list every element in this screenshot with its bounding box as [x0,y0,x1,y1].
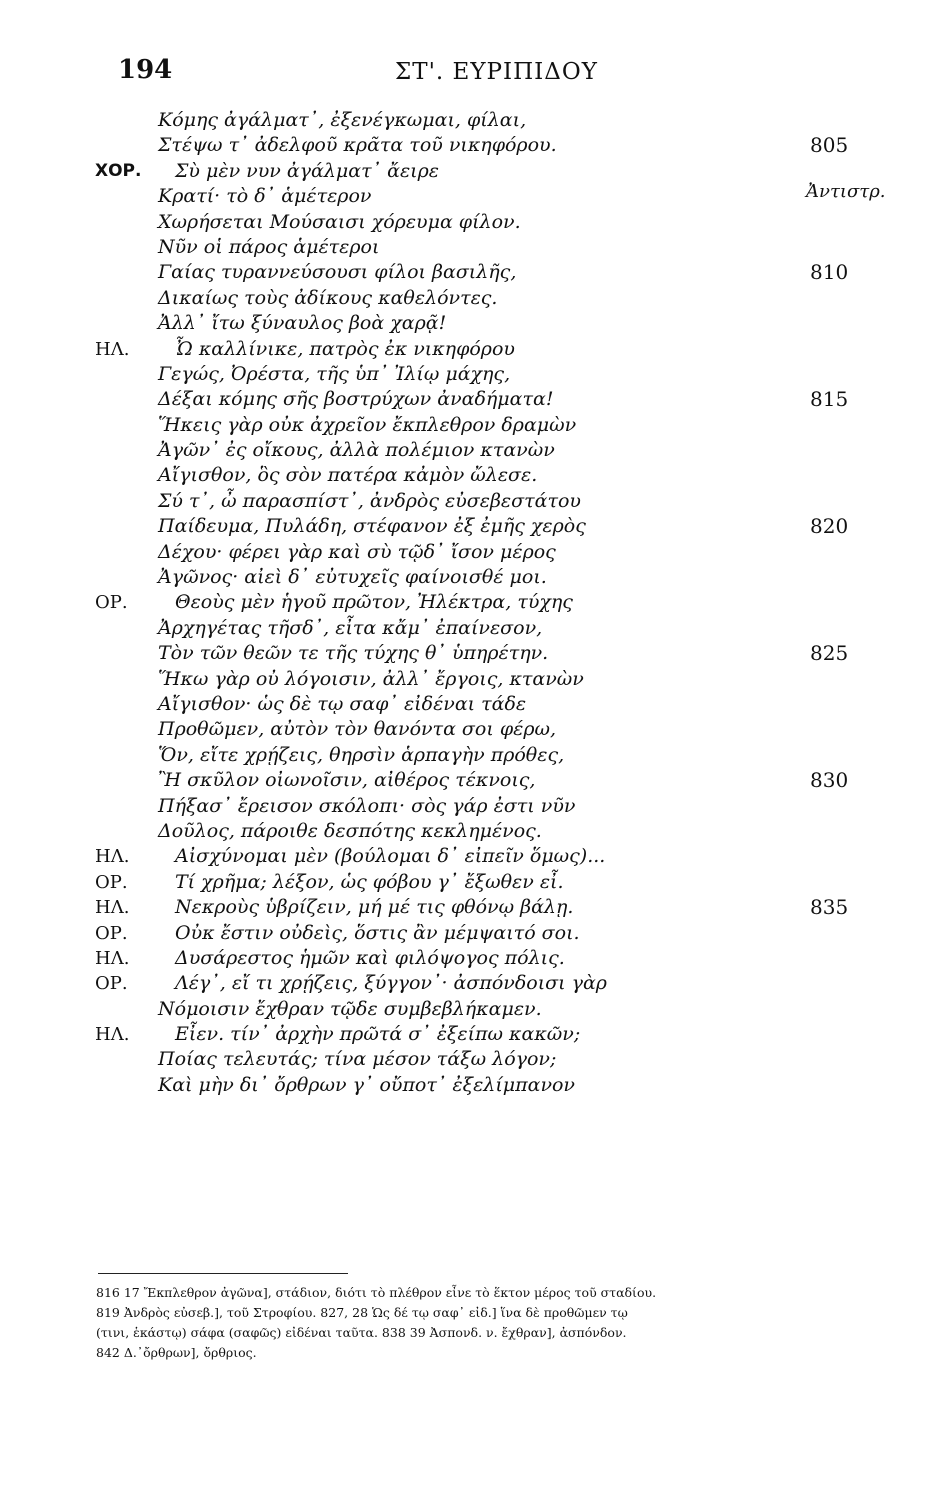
footnote-line: 842 Δ.᾽ὄρθρων], ὄρθριος. [96,1345,257,1360]
page-number: 194 [118,55,173,85]
verse-text: Χωρήσεται Μούσαισι χόρευμα φίλον. [158,210,521,233]
verse-text: Γαίας τυραννεύσουσι φίλοι βασιλῆς, [158,261,517,284]
verse-line [0,108,927,133]
speaker-label: ΧΟΡ. [95,160,142,181]
verse-line [0,565,927,590]
speaker-label: ΟΡ. [95,871,128,893]
verse-line [0,844,927,869]
verse-text: Δέχου· φέρει γὰρ καὶ σὺ τῷδ᾽ ἴσον μέρος [158,540,556,563]
verse-line [0,743,927,768]
speaker-label: ΟΡ. [95,922,128,944]
verse-text: Νῦν οἱ πάρος ἁμέτεροι [158,235,380,258]
verse-text: Σύ τ᾽, ὦ παρασπίστ᾽, ἀνδρὸς εὐσεβεστάτου [158,489,581,512]
verse-text: Αἴγισθον, ὃς σὸν πατέρα κἀμὸν ὤλεσε. [158,464,538,487]
verse-line [0,641,927,666]
verse-text: Νεκροὺς ὑβρίζειν, μή μέ τις φθόνῳ βάλῃ. [175,896,574,919]
verse-line [0,337,927,362]
verse-text: Στέψω τ᾽ ἀδελφοῦ κρᾶτα τοῦ νικηφόρου. [158,134,557,157]
footnote-line: 816 17 Ἔκπλεθρον ἀγῶνα], στάδιον, διότι τὸ πλέθρον εἶνε τὸ ἕκτον μέρος τοῦ σταδίου. [96,1285,657,1300]
verse-text: Αἴγισθον· ὡς δὲ τῳ σαφ᾽ εἰδέναι τάδε [158,692,527,715]
verse-line [0,819,927,844]
verse-line [0,184,927,209]
margin-note: Ἀντιστρ. [806,180,886,202]
verse-text: Παίδευμα, Πυλάδη, στέφανον ἐξ ἐμῆς χερὸς [158,515,586,538]
verse-line [0,489,927,514]
verse-line [0,286,927,311]
verse-text: Δοῦλος, πάροιθε δεσπότης κεκλημένος. [158,819,542,842]
verse-text: Οὐκ ἔστιν οὐδεὶς, ὅστις ἂν μέμψαιτό σοι. [175,921,580,944]
verse-line [0,692,927,717]
verse-text: Ἢ σκῦλον οἰωνοῖσιν, αἰθέρος τέκνοις, [158,769,536,792]
line-number: 820 [810,514,849,539]
verse-text: Τί χρῆμα; λέξον, ὡς φόβου γ᾽ ἔξωθεν εἶ. [175,870,564,893]
verse-line [0,616,927,641]
verse-line [0,311,927,336]
verse-line [0,717,927,742]
line-number: 805 [810,133,849,158]
verse-line [0,260,927,285]
footnote-line: (τινι, ἑκάστῳ) σάφα (σαφῶς) εἰδέναι ταῦτα. 838 39 Ἀσπονδ. ν. ἔχθραν], ἀσπόνδον. [96,1325,627,1340]
verse-line [0,997,927,1022]
speaker-label: ΗΛ. [95,897,130,919]
speaker-label: ΟΡ. [95,592,128,614]
speaker-label: ΗΛ. [95,947,130,969]
verse-line [0,667,927,692]
line-number: 835 [810,895,849,920]
verse-text: Εἶεν. τίν᾽ ἀρχὴν πρῶτά σ᾽ ἐξείπω κακῶν; [175,1023,581,1046]
verse-text: Πήξασ᾽ ἔρεισον σκόλοπι· σὸς γάρ ἐστι νῦν [158,794,576,817]
verse-line [0,438,927,463]
verse-text: Κόμης ἀγάλματ᾽, ἐξενέγκωμαι, φίλαι, [158,109,527,131]
verse-text: Κρατί· τὸ δ᾽ ἁμέτερον [158,185,372,208]
footnote-line: 819 Ἀνδρὸς εὐσεβ.], τοῦ Στροφίου. 827, 28 Ὡς δέ τῳ σαφ᾽ εἰδ.] ἵνα δὲ προθῶμεν τῳ [96,1305,628,1320]
verse-text: Ἀρχηγέτας τῆσδ᾽, εἶτα κἄμ᾽ ἐπαίνεσον, [158,616,543,639]
verse-line [0,514,927,539]
verse-line [0,235,927,260]
verse-line [0,387,927,412]
verse-line [0,895,927,920]
verse-line [0,768,927,793]
verse-text: Προθῶμεν, αὐτὸν τὸν θανόντα σοι φέρω, [158,718,557,741]
verse-text: Ἀγῶν᾽ ἐς οἴκους, ἀλλὰ πολέμιον κτανὼν [158,439,555,462]
verse-line [0,590,927,615]
line-number: 825 [810,641,849,666]
verse-text: Δυσάρεστος ἡμῶν καὶ φιλόψογος πόλις. [175,946,565,969]
verse-text: Ὅν, εἴτε χρῄζεις, θηρσὶν ἁρπαγὴν πρόθες, [158,743,565,766]
verse-line [0,463,927,488]
verse-line [0,210,927,235]
verse-line [0,540,927,565]
verse-line [0,870,927,895]
verse-line [0,1047,927,1072]
verse-text: Ἀγῶνος· αἰεὶ δ᾽ εὐτυχεῖς φαίνοισθέ μοι. [158,566,547,589]
verse-line [0,946,927,971]
verse-text: Ὦ καλλίνικε, πατρὸς ἐκ νικηφόρου [175,337,515,360]
verse-line [0,1022,927,1047]
verse-text: Σὺ μὲν νυν ἀγάλματ᾽ ἄειρε [175,159,439,182]
verse-text: Ἥκω γὰρ οὐ λόγοισιν, ἀλλ᾽ ἔργοις, κτανὼν [158,667,584,690]
speaker-label: ΗΛ. [95,338,130,360]
verse-line [0,921,927,946]
footnotes [96,1283,836,1363]
speaker-label: ΗΛ. [95,1024,130,1046]
verse-line [0,362,927,387]
verse-text: Ἀλλ᾽ ἴτω ξύναυλος βοὰ χαρᾷ! [158,312,447,335]
verse-text: Αἰσχύνομαι μὲν (βούλομαι δ᾽ εἰπεῖν ὅμως)... [175,845,606,868]
verse-text: Δικαίως τοὺς ἀδίκους καθελόντες. [158,286,498,309]
speaker-label: ΟΡ. [95,973,128,995]
verse-text: Καὶ μὴν δι᾽ ὄρθρων γ᾽ οὔποτ᾽ ἐξελίμπανον [158,1073,575,1096]
verse-text: Ποίας τελευτάς; τίνα μέσον τάξω λόγον; [158,1048,557,1071]
page-header [0,55,927,95]
verse-line [0,1073,927,1098]
verse-text: Δέξαι κόμης σῆς βοστρύχων ἀναδήματα! [158,388,554,411]
verse-text: Θεοὺς μὲν ἡγοῦ πρῶτον, Ἠλέκτρα, τύχης [175,591,573,614]
verse-line [0,794,927,819]
verse-line [0,133,927,158]
line-number: 810 [810,260,849,285]
verse-line [0,413,927,438]
verse-block [0,108,927,1098]
speaker-label: ΗΛ. [95,846,130,868]
line-number: 830 [810,768,849,793]
line-number: 815 [810,387,849,412]
verse-text: Τὸν τῶν θεῶν τε τῆς τύχης θ᾽ ὑπηρέτην. [158,642,549,665]
footnote-rule [98,1273,348,1274]
running-title: ΣΤ'. ΕΥΡΙΠΙΔΟΥ [395,59,598,85]
verse-text: Γεγώς, Ὀρέστα, τῆς ὑπ᾽ Ἰλίῳ μάχης, [158,362,511,385]
verse-text: Νόμοισιν ἔχθραν τῷδε συμβεβλήκαμεν. [158,997,542,1020]
verse-text: Λέγ᾽, εἴ τι χρῄζεις, ξύγγον᾽· ἀσπόνδοισι γὰρ [175,972,607,995]
verse-line [0,971,927,996]
verse-text: Ἥκεις γὰρ οὐκ ἀχρεῖον ἔκπλεθρον δραμὼν [158,413,577,436]
